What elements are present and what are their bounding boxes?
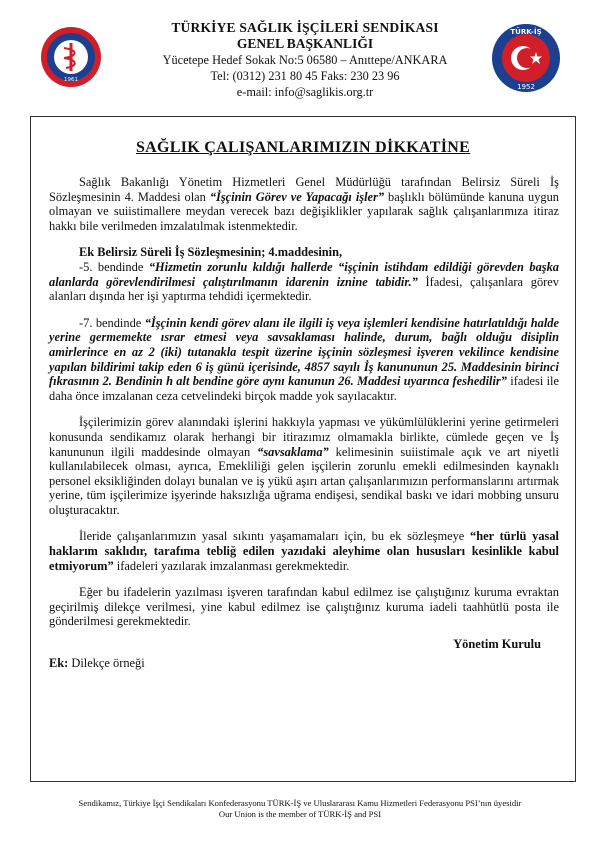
para1-emphasis: “İşçinin Görev ve Yapacağı işler”: [209, 189, 385, 204]
attachment-label: Ek:: [49, 655, 69, 670]
para5-quote: “her türlü yasal haklarım saklıdır, tarafıma tebliğ edilen yazıdaki aleyhime olan hususları kesinlikle kabul etmiyorum”: [49, 529, 559, 573]
org-sub: GENEL BAŞKANLIĞI: [236, 36, 374, 51]
org-name: TÜRKİYE SAĞLIK İŞÇİLERİ SENDİKASI: [171, 20, 439, 35]
para2-text: -5. bendinde: [79, 259, 149, 274]
footer: [0, 798, 600, 820]
para2-quote: “Hizmetin zorunlu kıldığı hallerde “işçinin istihdam edildiği görevden başka alanlarda görevlendirilmesi çalıştırılmanın idarenin iznine tabidir.”: [49, 259, 559, 289]
para3-text-end: ifadesi ile daha önce imzalanan ceza cetvelindeki birçok madde yok sayılacaktır.: [49, 374, 559, 403]
letterhead-text: [120, 20, 490, 100]
para4-text: İşçilerimizin görev alanındaki işlerini hakkıyla yapması ve yükümlülüklerini yerine getirmeleri konusunda sendikamız olarak herhangi bir itirazımız olmamakla birlikte, cümlede geçen ve İş kanununun ilgili maddesinde olmayan: [49, 415, 559, 459]
right-logo-year: 1952: [517, 83, 535, 91]
email[interactable]: e-mail: info@saglikis.org.tr: [236, 85, 374, 99]
paragraph-fallback: Eğer bu ifadelerin yazılması işveren tarafından kabul edilmez ise çalıştığınız kuruma evraktan geçirilmiş dilekçe verilmesi, yine kabul edilmez ise çalıştığınız kuruma iadeli taahhütlü posta ile gönderilmesi gerekmektedir.: [49, 585, 559, 629]
para5-text-end: ifadeleri yazılarak imzalanması gerekmektedir.: [113, 558, 350, 573]
footer-line-1: Sendikamız, Türkiye İşçi Sendikaları Konfederasyonu TÜRK-İŞ ve Uluslararası Kamu Hizmetleri Federasyonu PSI’nın üyesidir: [78, 798, 522, 808]
footer-line-2: Our Union is the member of TÜRK-İŞ and PSI: [218, 809, 382, 819]
turk-is-logo-icon: [490, 22, 562, 94]
document-title: SAĞLIK ÇALIŞANLARIMIZIN DİKKATİNE: [135, 139, 471, 156]
phone: Tel: (0312) 231 80 45 Faks: 230 23 96: [210, 69, 400, 83]
para1-text-end: başlıklı bölümünde kanuna uygun olmayan ve suiistimallere meydan verecek bazı değişiklikler yapılarak sağlık çalışanlarımıza itiraz hakkı bile verilmeden imzalatılmak istenmektedir.: [49, 189, 559, 233]
right-logo-text: TÜRK-İŞ: [510, 28, 542, 36]
document-frame: [30, 116, 576, 782]
letterhead: [0, 0, 600, 110]
paragraph-instruction: [49, 529, 559, 573]
para4-emphasis: “savsaklama”: [257, 444, 329, 459]
section-heading: Ek Belirsiz Süreli İş Sözleşmesinin; 4.maddesinin,: [79, 245, 343, 260]
paragraph-clause-7: [49, 316, 559, 404]
document-body: [49, 175, 559, 670]
left-logo-year: 1961: [64, 77, 78, 83]
paragraph-objection: [49, 415, 559, 517]
attachment-note: [49, 656, 559, 671]
para3-text: -7. bendinde: [79, 315, 145, 330]
paragraph-clause-5: [49, 260, 559, 304]
address: Yücetepe Hedef Sokak No:5 06580 – Anıttepe/ANKARA: [162, 53, 448, 67]
para5-text: İleride çalışanlarımızın yasal sıkıntı yaşamamaları için, bu ek sözleşmeye: [79, 529, 470, 544]
para1-text: Sağlık Bakanlığı Yönetim Hizmetleri Genel Müdürlüğü tarafından Belirsiz Süreli İş Sözleşmesinin 4. Maddesi olan: [49, 175, 559, 204]
attachment-text: Dilekçe örneği: [68, 655, 145, 670]
signature: Yönetim Kurulu: [453, 637, 541, 652]
para3-quote: “İşçinin kendi görev alanı ile ilgili iş veya işlemleri kendisine hatırlatıldığı halde yerine germemekte ısrar etmesi veya savsaklaması halinde, durum, bağlı olduğu disiplin amirlerince en az 2 (iki) tutanakla tespit üzerine işçinin sözleşmesi işveren vekilince kendisine yapılan bildirimi takip eden 6 iş günü içerisinde, 4857 sayılı İş kanununun 25. Maddesinin birinci fıkrasının 2. Bendinin h alt bendine göre aynı kanunun 26. Maddesi uyarınca feshedilir”: [49, 315, 559, 389]
para4-text-end: kelimesinin suiistimale açık ve art niyetli kullanılabilecek olması, ayrıca, Emekliliği gelen işçilerin zorunlu emekli edilmesinden kaynaklı personel eksikliğinden dolayı bunalan ve iş yükü aşırı artan çalışanlarımızın performanslarını artırmak yerine, tüm işçilerimize işyerinde haksızlığa uğrama endişesi, sendikal baskı ve idari mobbing unsuru oluşturacaktır.: [49, 444, 559, 517]
para2-text-end: İfadesi, çalışanlara görev alanları dışında her işi yaptırma tehdidi içermektedir.: [49, 274, 559, 304]
paragraph-intro: [49, 175, 559, 233]
union-logo-icon: [40, 26, 102, 88]
